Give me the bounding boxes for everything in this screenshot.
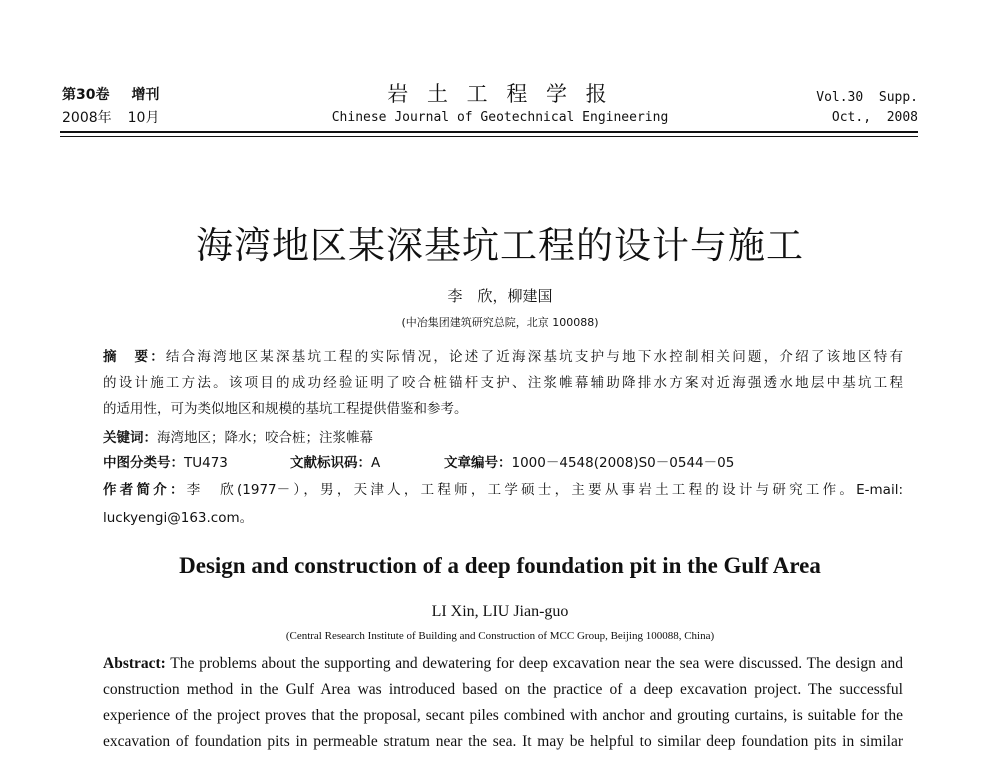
header-rule-bottom: [60, 136, 918, 137]
abstract-en-line: experience of the project proves that the proposal, secant piles combined with anchor and grouting curtains, is suitable for the: [103, 707, 903, 724]
document-code: 文献标识码：A: [290, 455, 381, 471]
abstract-cn-line: 的设计施工方法。该项目的成功经验证明了咬合桩锚杆支护、注浆帷幕辅助降排水方案对近海强透水地层中基坑工程: [103, 375, 903, 391]
issue-date-cn: 2008年 10月: [62, 110, 160, 126]
abstract-en: [103, 651, 903, 755]
journal-title-cn: 岩 土 工 程 学 报: [387, 82, 613, 106]
volume-label-en: Vol.30 Supp.: [816, 90, 918, 105]
author-bio-line: 作者简介：李 欣(1977－），男，天津人，工程师，工学硕士，主要从事岩土工程的设计与研究工作。E-mail:: [103, 482, 903, 498]
article-title-en: Design and construction of a deep foundation pit in the Gulf Area: [179, 553, 821, 578]
author-bio-email: luckyengi@163.com。: [103, 510, 254, 526]
abstract-en-line: construction method in the Gulf Area was introduced based on the practice of a deep excavation project. The successful: [103, 681, 903, 698]
article-number: 文章编号：1000－4548(2008)S0－0544－05: [444, 455, 735, 471]
abstract-en-line: excavation of foundation pits in permeable stratum near the sea. It may be helpful to similar deep foundation pits in similar: [103, 733, 903, 750]
keywords-cn: 关键词：海湾地区；降水；咬合桩；注浆帷幕: [103, 430, 373, 446]
affiliation-en: (Central Research Institute of Building and Construction of MCC Group, Beijing 100088, China): [285, 630, 715, 642]
affiliation-cn: (中冶集团建筑研究总院，北京 100088): [401, 316, 599, 329]
authors-cn: 李 欣，柳建国: [447, 287, 553, 305]
issue-date-en: Oct., 2008: [831, 110, 918, 125]
authors-en: LI Xin, LIU Jian-guo: [431, 603, 569, 620]
header-rule-top: [60, 131, 918, 133]
volume-label: 第30卷 增刊: [62, 87, 160, 103]
abstract-cn: [103, 344, 903, 422]
author-bio: [103, 476, 903, 532]
article-title-cn: 海湾地区某深基坑工程的设计与施工: [196, 224, 804, 267]
journal-title-en: Chinese Journal of Geotechnical Engineering: [331, 110, 669, 125]
abstract-cn-line: 的适用性，可为类似地区和规模的基坑工程提供借鉴和参考。: [103, 401, 468, 417]
abstract-en-line: Abstract: The problems about the supporting and dewatering for deep excavation near the sea were discussed. The design and: [103, 655, 903, 672]
classification-line: 中图分类号：TU473: [103, 455, 228, 471]
abstract-cn-line: 摘 要：结合海湾地区某深基坑工程的实际情况，论述了近海深基坑支护与地下水控制相关问题，介绍了该地区特有: [103, 349, 904, 365]
